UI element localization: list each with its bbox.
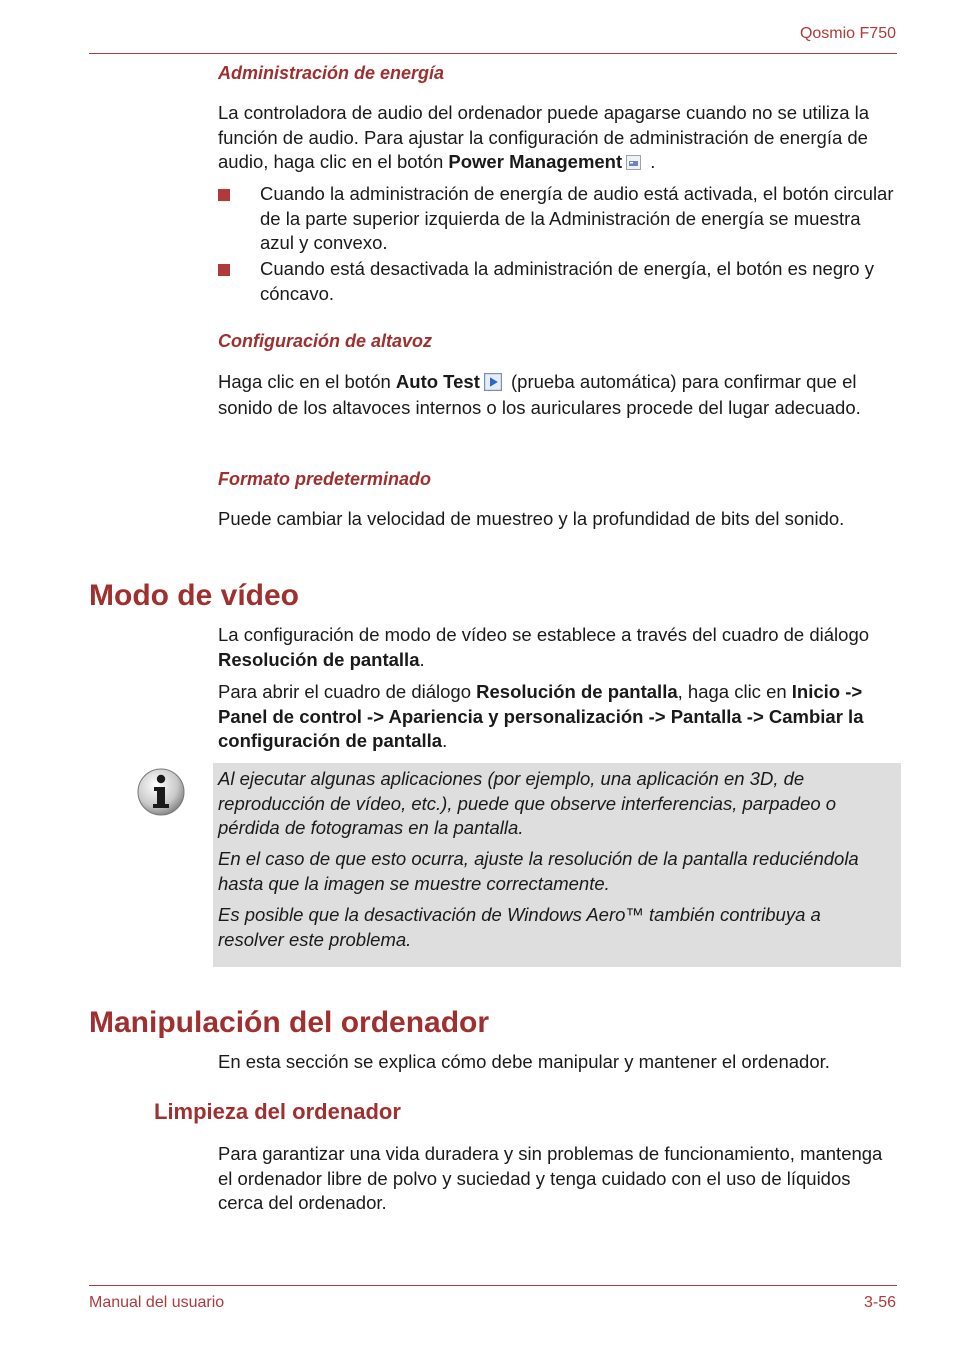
section-title-handling: Manipulación del ordenador — [89, 1006, 490, 1039]
footer-rule — [89, 1285, 897, 1286]
text-run: (prueba automática) para confirmar que el sonido de los altavoces internos o los auriculares procede del lugar adecuado. — [218, 371, 861, 418]
footer-manual-title: Manual del usuario — [89, 1294, 225, 1311]
list-item-text: Cuando la administración de energía de audio está activada, el botón circular de la parte superior izquierda de la Administración de energía se muestra azul y convexo. — [260, 183, 894, 253]
text-run: . — [442, 730, 448, 751]
header-product: Qosmio F750 — [799, 25, 896, 42]
cleaning-paragraph: Para garantizar una vida duradera y sin problemas de funcionamiento, mantenga el ordenador libre de polvo y suciedad y tenga cuidado con el uso de líquidos cerca del ordenador. — [218, 1143, 883, 1213]
text-run: La configuración de modo de vídeo se establece a través del cuadro de diálogo — [218, 624, 870, 645]
list-item — [218, 257, 898, 306]
footer-page-number: 3-56 — [863, 1294, 896, 1311]
bold-run: Resolución de pantalla — [476, 681, 678, 702]
bold-run: Inicio -> Panel de control -> Apariencia y personalización -> Pantalla -> Cambiar la configuración de pantalla — [218, 681, 864, 751]
bullet-square — [218, 264, 230, 276]
power-management-paragraph — [218, 101, 898, 175]
text-run: La controladora de audio del ordenador puede apagarse cuando no se utiliza la función de audio. Para ajustar la configuración de administración de energía de audio, haga clic en el botón — [218, 102, 870, 172]
list-item — [218, 182, 898, 256]
subheading-speaker: Configuración de altavoz — [218, 331, 433, 351]
bullet-square — [218, 189, 230, 201]
info-icon — [136, 767, 186, 817]
list-item-text: Cuando está desactivada la administración de energía, el botón es negro y cóncavo. — [260, 258, 874, 304]
header-rule — [89, 53, 897, 54]
note-paragraph: Es posible que la desactivación de Windows Aero™ también contribuya a resolver este problema. — [218, 904, 821, 950]
speaker-paragraph — [218, 369, 898, 420]
power-management-icon — [626, 155, 641, 170]
text-run: Para abrir el cuadro de diálogo — [218, 681, 477, 702]
text-run: . — [419, 648, 425, 670]
subheading-format: Formato predeterminado — [218, 469, 432, 489]
section-title-video: Modo de vídeo — [89, 579, 299, 612]
video-paragraph-1 — [218, 623, 898, 672]
bold-run: Power Management — [448, 151, 623, 172]
bold-run: Resolución de pantalla — [218, 648, 420, 670]
note-paragraph: Al ejecutar algunas aplicaciones (por ejemplo, una aplicación en 3D, de reproducción de vídeo, etc.), puede que observe interferencias, parpadeo o pérdida de fotogramas en la pantalla. — [218, 768, 837, 838]
subheading-power-management: Administración de energía — [218, 63, 445, 83]
format-paragraph: Puede cambiar la velocidad de muestreo y la profundidad de bits del sonido. — [218, 508, 845, 529]
subsection-title-cleaning: Limpieza del ordenador — [154, 1099, 401, 1124]
video-paragraph-2 — [218, 680, 898, 754]
play-icon — [484, 373, 502, 391]
note-box — [213, 763, 901, 967]
note-paragraph: En el caso de que esto ocurra, ajuste la resolución de la pantalla reduciéndola hasta que la imagen se muestre correctamente. — [218, 848, 859, 894]
handling-paragraph: En esta sección se explica cómo debe manipular y mantener el ordenador. — [218, 1051, 830, 1072]
text-run: , haga clic en — [677, 681, 792, 702]
bold-run: Auto Test — [395, 371, 480, 392]
text-run: Haga clic en el botón — [218, 371, 396, 392]
text-run: . — [645, 151, 656, 172]
